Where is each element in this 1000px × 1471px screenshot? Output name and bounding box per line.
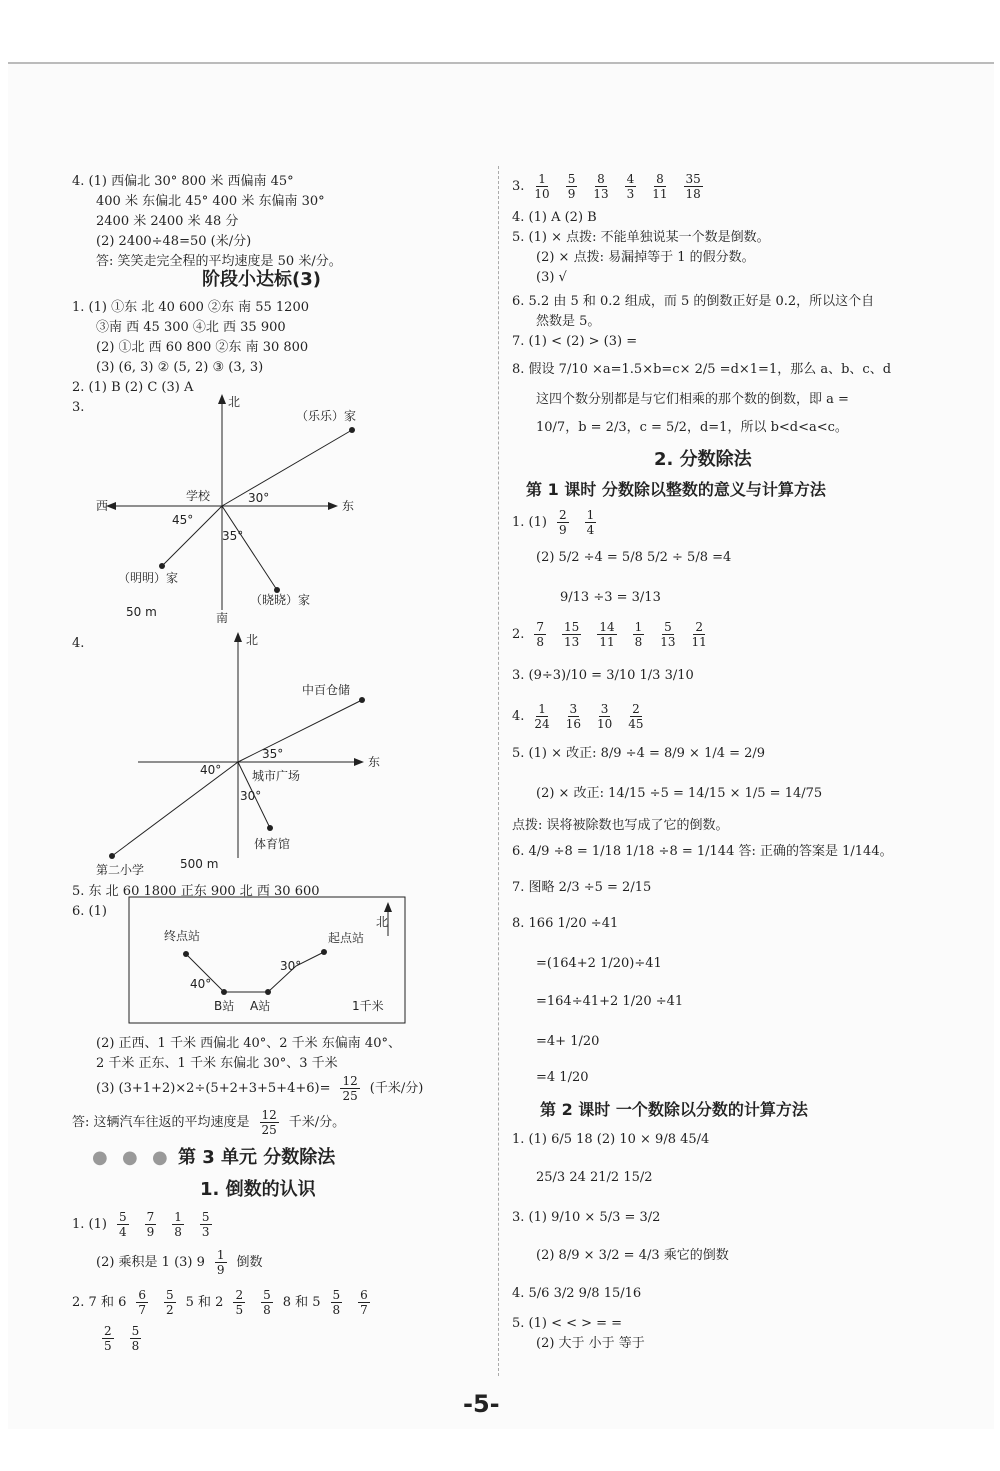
r3-frac-2 xyxy=(566,172,578,201)
scale-label: 500 m xyxy=(180,857,219,871)
m5-line-2: (2) 大于 小于 等于 xyxy=(536,1336,645,1351)
column-divider xyxy=(498,166,499,1376)
l8-line-1: 8. 166 1/20 ÷41 xyxy=(512,916,619,931)
numerator: 5 xyxy=(332,1288,341,1302)
u2-row-2 xyxy=(96,1324,147,1353)
r8-line-1: 8. 假设 7/10 ×a=1.5×b=c× 2/5 =d×1=1，那么 a、b、c、d xyxy=(512,362,892,377)
r3-frac-3 xyxy=(593,172,608,201)
numerator: 6 xyxy=(138,1288,146,1302)
numerator: 14 xyxy=(599,620,615,634)
mingming-label: （明明）家 xyxy=(118,571,179,585)
m5-line-1: 5. (1) < < > = = xyxy=(512,1316,623,1331)
l8-line-2: =(164+2 1/20)÷41 xyxy=(536,956,662,971)
b-label: B站 xyxy=(214,999,235,1013)
l1-frac-2 xyxy=(585,508,597,537)
l2-row xyxy=(512,620,713,649)
l2-frac-5 xyxy=(660,620,675,649)
angle-40: 40° xyxy=(200,763,222,777)
l5-line-2: (2) × 改正: 14/15 ÷5 = 14/15 × 1/5 = 14/75 xyxy=(536,786,823,801)
l8-line-5: =4 1/20 xyxy=(536,1070,589,1085)
numerator: 5 xyxy=(201,1210,210,1224)
denominator: 9 xyxy=(146,1225,155,1239)
lele-label: （乐乐）家 xyxy=(296,409,357,423)
denominator: 11 xyxy=(691,635,707,649)
s6-line-3: 2 千米 正东、1 千米 东偏北 30°、3 千米 xyxy=(96,1056,338,1071)
numerator: 1 xyxy=(538,702,546,716)
u2-frac-1 xyxy=(136,1288,148,1317)
lesson-1-title: 第 1 课时 分数除以整数的意义与计算方法 xyxy=(526,480,826,499)
numerator: 35 xyxy=(685,172,701,186)
denominator: 11 xyxy=(599,635,615,649)
l2-frac-6 xyxy=(692,620,707,649)
denominator: 13 xyxy=(660,635,676,649)
r5-line-3: (3) √ xyxy=(536,270,567,285)
s2-line: 2. (1) B (2) C (3) A xyxy=(72,380,194,395)
l8-line-3: =164÷41+2 1/20 ÷41 xyxy=(536,994,684,1009)
l2-frac-2 xyxy=(562,620,581,649)
section-title: 阶段小达标(3) xyxy=(202,269,321,290)
r8-line-3: 10/7，b = 2/3，c = 5/2，d=1，所以 b<d<a<c。 xyxy=(536,420,848,435)
q4-line-1: 4. (1) 西偏北 30° 800 米 西偏南 45° xyxy=(72,174,294,189)
q4-line-2: 400 米 东偏北 45° 400 米 东偏南 30° xyxy=(96,194,325,209)
numerator: 2 xyxy=(695,620,703,634)
unit-title: ● ● ● 第 3 单元 分数除法 xyxy=(92,1147,336,1168)
l4-label: 4. xyxy=(512,708,525,724)
gym-label: 体育馆 xyxy=(254,837,291,851)
u1-label: 1. (1) xyxy=(72,1216,107,1232)
u1-frac-4 xyxy=(200,1210,212,1239)
s6-part-3 xyxy=(96,1074,423,1103)
m1-line: 1. (1) 6/5 18 (2) 10 × 9/8 45/4 xyxy=(512,1132,710,1147)
numerator: 7 xyxy=(146,1210,155,1224)
denominator: 10 xyxy=(534,187,550,201)
angle-35: 35° xyxy=(222,529,244,543)
m2-line: 25/3 24 21/2 15/2 xyxy=(536,1170,653,1185)
r3-label: 3. xyxy=(512,178,525,194)
u2-frac-3 xyxy=(233,1288,245,1317)
u2-mid: 5 和 2 xyxy=(185,1294,224,1310)
end-label: 终点站 xyxy=(164,929,201,943)
lesson-2-title: 第 2 课时 一个数除以分数的计算方法 xyxy=(540,1100,808,1119)
numerator: 8 xyxy=(597,172,605,186)
north-label: 北 xyxy=(376,915,389,929)
r6-line-1: 6. 5.2 由 5 和 0.2 组成，而 5 的倒数正好是 0.2，所以这个自 xyxy=(512,294,875,309)
school-label: 学校 xyxy=(186,489,211,503)
l2-frac-1 xyxy=(534,620,546,649)
u2-frac-2 xyxy=(164,1288,176,1317)
a-label: A站 xyxy=(250,999,271,1013)
l2-label: 2. xyxy=(512,626,525,642)
numerator: 1 xyxy=(634,620,643,634)
r5-line-2: (2) × 点拨: 易漏掉等于 1 的假分数。 xyxy=(536,250,755,265)
denominator: 10 xyxy=(596,717,613,731)
denominator: 25 xyxy=(261,1123,277,1137)
u1-frac-3 xyxy=(172,1210,184,1239)
u2-frac-8 xyxy=(130,1324,142,1353)
r3-frac-1 xyxy=(534,172,549,201)
l5-note: 点拨: 误将被除数也写成了它的倒数。 xyxy=(512,818,729,833)
numerator: 6 xyxy=(360,1288,368,1302)
numerator: 3 xyxy=(569,702,578,716)
east-label: 东 xyxy=(368,755,381,769)
r8-line-2: 这四个数分别都是与它们相乘的那个数的倒数，即 a = xyxy=(536,392,849,407)
numerator: 5 xyxy=(131,1324,140,1338)
s1-line-4: (3) (6, 3) ② (5, 2) ③ (3, 3) xyxy=(96,360,264,375)
denominator: 45 xyxy=(628,717,644,731)
s6-3-pre: (3) (3+1+2)×2÷(5+2+3+5+4+6)= xyxy=(96,1080,331,1096)
denominator: 3 xyxy=(201,1225,210,1239)
scale-label: 50 m xyxy=(126,605,157,619)
answer-pre: 答: 这辆汽车往返的平均速度是 xyxy=(72,1114,250,1130)
l1-2-line: (2) 5/2 ÷4 = 5/8 5/2 ÷ 5/8 =4 xyxy=(536,550,732,565)
denominator: 24 xyxy=(534,717,550,731)
denominator: 4 xyxy=(586,523,595,537)
denominator: 5 xyxy=(104,1339,112,1353)
numerator: 1 xyxy=(586,508,595,522)
r6-line-2: 然数是 5。 xyxy=(536,314,601,329)
u1-2-row xyxy=(96,1248,263,1277)
l2-frac-3 xyxy=(597,620,616,649)
unit-title-text: 第 3 单元 分数除法 xyxy=(177,1147,336,1168)
r5-line-1: 5. (1) × 点拨: 不能单独说某一个数是倒数。 xyxy=(512,230,770,245)
denominator: 5 xyxy=(235,1303,244,1317)
west-label: 西 xyxy=(96,499,109,513)
numerator: 1 xyxy=(174,1210,182,1224)
u1-row xyxy=(72,1210,218,1239)
denominator: 13 xyxy=(564,635,580,649)
m3-line-2: (2) 8/9 × 3/2 = 4/3 乘它的倒数 xyxy=(536,1248,729,1263)
denominator: 9 xyxy=(567,187,576,201)
q4-line-4: (2) 2400÷48=50 (米/分) xyxy=(96,234,252,249)
denominator: 9 xyxy=(558,523,567,537)
l3-line: 3. (9÷3)/10 = 3/10 1/3 3/10 xyxy=(512,668,694,683)
numerator: 4 xyxy=(626,172,635,186)
angle-40: 40° xyxy=(190,977,212,991)
school2-label: 第二小学 xyxy=(96,863,145,877)
denominator: 16 xyxy=(565,717,581,731)
numerator: 1 xyxy=(216,1248,225,1262)
page-number: -5- xyxy=(463,1390,500,1418)
l7-line: 7. 图略 2/3 ÷5 = 2/15 xyxy=(512,880,652,895)
u2-frac-5 xyxy=(331,1288,343,1317)
numerator: 5 xyxy=(567,172,576,186)
xiaoxiao-label: （晓晓）家 xyxy=(250,593,311,607)
denominator: 8 xyxy=(131,1339,140,1353)
denominator: 11 xyxy=(652,187,668,201)
l4-frac-1 xyxy=(534,702,549,731)
l2-frac-4 xyxy=(633,620,645,649)
plaza-label: 城市广场 xyxy=(252,769,301,783)
angle-35: 35° xyxy=(262,747,284,761)
u2-frac-4 xyxy=(261,1288,273,1317)
denominator: 3 xyxy=(626,187,635,201)
s3-label: 3. xyxy=(72,400,85,415)
angle-30: 30° xyxy=(248,491,270,505)
numerator: 7 xyxy=(536,620,545,634)
numerator: 12 xyxy=(342,1074,358,1088)
l5-line-1: 5. (1) × 改正: 8/9 ÷4 = 8/9 × 1/4 = 2/9 xyxy=(512,746,766,761)
answer-post: 千米/分。 xyxy=(288,1114,346,1130)
l4-frac-3 xyxy=(597,702,612,731)
direction-figure-3 xyxy=(92,390,412,625)
numerator: 1 xyxy=(538,172,546,186)
numerator: 8 xyxy=(656,172,664,186)
l6-line: 6. 4/9 ÷8 = 1/18 1/18 ÷8 = 1/144 答: 正确的答案是 1/144。 xyxy=(512,844,893,859)
denominator: 7 xyxy=(138,1303,146,1317)
u1-2-frac xyxy=(215,1248,227,1277)
numerator: 2 xyxy=(104,1324,112,1338)
s1-line-1: 1. (1) ①东 北 40 600 ②东 南 55 1200 xyxy=(72,300,309,315)
s6-3-post: (千米/分) xyxy=(369,1080,424,1096)
l4-frac-4 xyxy=(628,702,643,731)
denominator: 13 xyxy=(593,187,609,201)
answer-fraction xyxy=(260,1108,279,1137)
r3-frac-6 xyxy=(684,172,703,201)
s1-line-2: ③南 西 45 300 ④北 西 35 900 xyxy=(96,320,286,335)
denominator: 8 xyxy=(634,635,643,649)
s6-3-fraction xyxy=(340,1074,359,1103)
denominator: 8 xyxy=(332,1303,341,1317)
section-2-title: 2. 分数除法 xyxy=(654,449,752,470)
s6-line-2: (2) 正西、1 千米 西偏北 40°、2 千米 东偏南 40°、 xyxy=(96,1036,401,1051)
u1-2-pre: (2) 乘积是 1 (3) 9 xyxy=(96,1254,205,1270)
numerator: 2 xyxy=(235,1288,244,1302)
scale-label: 1千米 xyxy=(352,999,384,1013)
m3-line-1: 3. (1) 9/10 × 5/3 = 3/2 xyxy=(512,1210,661,1225)
north-label: 北 xyxy=(228,395,241,409)
angle-30: 30° xyxy=(280,959,302,973)
l1-frac-1 xyxy=(557,508,569,537)
s5-line: 5. 东 北 60 1800 正东 900 北 西 30 600 xyxy=(72,884,320,899)
denominator: 8 xyxy=(536,635,545,649)
east-label: 东 xyxy=(342,499,355,513)
denominator: 4 xyxy=(118,1225,127,1239)
numerator: 2 xyxy=(632,702,640,716)
route-figure-6 xyxy=(128,896,408,1026)
s6-answer xyxy=(72,1108,345,1137)
numerator: 15 xyxy=(564,620,580,634)
s6-label: 6. (1) xyxy=(72,904,107,919)
numerator: 3 xyxy=(600,702,609,716)
denominator: 8 xyxy=(263,1303,271,1317)
u2-mid2: 8 和 5 xyxy=(282,1294,321,1310)
u1-frac-2 xyxy=(145,1210,157,1239)
direction-figure-4 xyxy=(92,628,412,877)
s1-line-3: (2) ①北 西 60 800 ②东 南 30 800 xyxy=(96,340,309,355)
denominator: 7 xyxy=(360,1303,368,1317)
r7-line: 7. (1) < (2) > (3) = xyxy=(512,334,638,349)
numerator: 5 xyxy=(664,620,672,634)
angle-45: 45° xyxy=(172,513,194,527)
denominator: 25 xyxy=(342,1089,358,1103)
store-label: 中百仓储 xyxy=(302,683,351,697)
unit-subtitle: 1. 倒数的认识 xyxy=(200,1179,316,1200)
l1-2b-line: 9/13 ÷3 = 3/13 xyxy=(560,590,661,605)
numerator: 5 xyxy=(263,1288,271,1302)
denominator: 8 xyxy=(174,1225,182,1239)
r3-frac-5 xyxy=(652,172,667,201)
r3-frac-4 xyxy=(625,172,637,201)
r4-line: 4. (1) A (2) B xyxy=(512,210,597,225)
denominator: 2 xyxy=(165,1303,174,1317)
u1-2-post: 倒数 xyxy=(236,1254,263,1270)
l1-row xyxy=(512,508,602,537)
south-label: 南 xyxy=(216,611,229,625)
q4-line-3: 2400 米 2400 米 48 分 xyxy=(96,214,239,229)
denominator: 9 xyxy=(216,1263,225,1277)
u2-frac-7 xyxy=(102,1324,114,1353)
s4-label: 4. xyxy=(72,636,85,651)
numerator: 2 xyxy=(558,508,567,522)
m4-line: 4. 5/6 3/2 9/8 15/16 xyxy=(512,1286,642,1301)
numerator: 5 xyxy=(165,1288,174,1302)
start-label: 起点站 xyxy=(328,931,365,945)
denominator: 18 xyxy=(685,187,701,201)
u1-frac-1 xyxy=(117,1210,129,1239)
north-label: 北 xyxy=(246,633,259,647)
u2-label: 2. 7 和 6 xyxy=(72,1294,127,1310)
r3-row xyxy=(512,172,709,201)
q4-answer: 答: 笑笑走完全程的平均速度是 50 米/分。 xyxy=(96,254,342,269)
u2-row xyxy=(72,1288,376,1317)
numerator: 5 xyxy=(118,1210,127,1224)
u2-frac-6 xyxy=(358,1288,370,1317)
l4-frac-2 xyxy=(566,702,581,731)
l4-row xyxy=(512,702,650,731)
angle-30: 30° xyxy=(240,789,262,803)
numerator: 12 xyxy=(261,1108,277,1122)
l8-line-4: =4+ 1/20 xyxy=(536,1034,600,1049)
l1-label: 1. (1) xyxy=(512,514,547,530)
